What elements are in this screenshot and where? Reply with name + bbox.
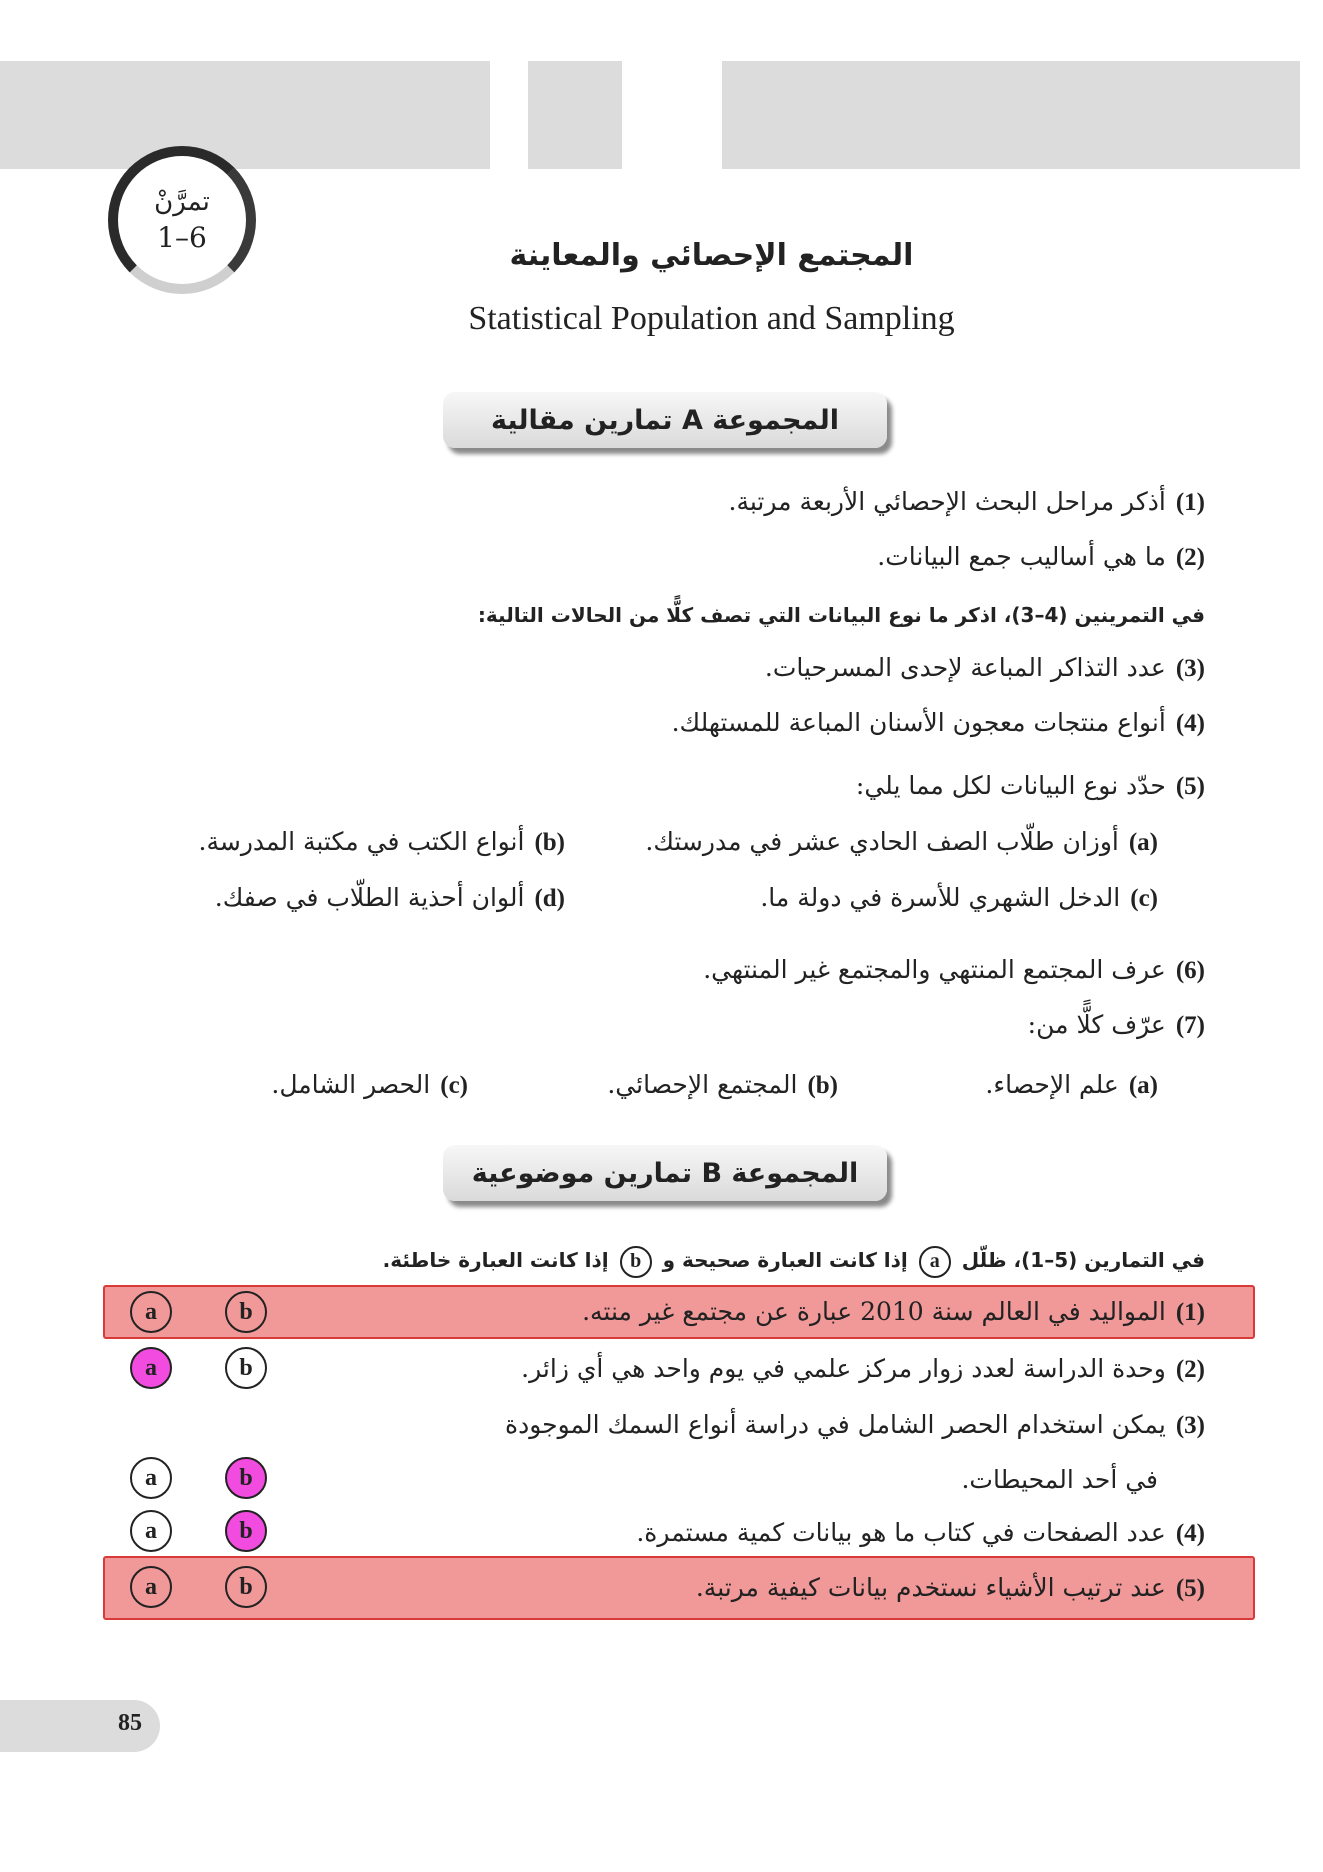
question-a5-part-b xyxy=(199,822,565,863)
question-a4 xyxy=(672,703,1205,744)
badge-number: 1–6 xyxy=(157,221,207,254)
question-a5-part-c xyxy=(760,878,1158,919)
question-number: (c) xyxy=(440,1072,468,1099)
question-number: (b) xyxy=(807,1072,838,1099)
question-text: أذكر مراحل البحث الإحصائي الأربعة مرتبة. xyxy=(728,487,1166,516)
question-a5-part-d xyxy=(215,878,565,919)
question-text: حدّد نوع البيانات لكل مما يلي: xyxy=(855,771,1166,800)
question-text: أوزان طلّاب الصف الحادي عشر في مدرستك. xyxy=(645,827,1119,856)
option-a-circle[interactable]: a xyxy=(130,1291,172,1333)
option-a-circle[interactable]: a xyxy=(130,1347,172,1389)
true-circle-icon: a xyxy=(919,1246,951,1278)
question-a5 xyxy=(856,766,1205,807)
question-text: وحدة الدراسة لعدد زوار مركز علمي في يوم واحد هي أي زائر. xyxy=(521,1354,1166,1383)
question-number: (a) xyxy=(1128,1072,1158,1099)
question-text: عند ترتيب الأشياء نستخدم بيانات كيفية مرتبة. xyxy=(695,1573,1166,1602)
question-number: (1) xyxy=(1175,489,1205,516)
question-text: عدد الصفحات في كتاب ما هو بيانات كمية مستمرة. xyxy=(636,1518,1166,1547)
question-number: (5) xyxy=(1175,1575,1205,1602)
question-number: (6) xyxy=(1175,957,1205,984)
group-a-heading: المجموعة A تمارين مقالية xyxy=(443,392,887,448)
header-bar-right xyxy=(722,61,1300,169)
option-b-circle[interactable]: b xyxy=(225,1510,267,1552)
option-a-circle[interactable]: a xyxy=(130,1566,172,1608)
group-b-instruction xyxy=(383,1243,1205,1278)
question-text: الدخل الشهري للأسرة في دولة ما. xyxy=(760,883,1121,912)
option-b-circle[interactable]: b xyxy=(225,1347,267,1389)
question-text: عدد التذاكر المباعة لإحدى المسرحيات. xyxy=(764,653,1166,682)
question-a2 xyxy=(877,537,1205,578)
option-a-circle[interactable]: a xyxy=(130,1457,172,1499)
question-text: المواليد في العالم سنة 2010 عبارة عن مجتمع غير منته. xyxy=(582,1297,1166,1326)
question-a7-part-c xyxy=(271,1065,468,1106)
instruction-part: إذا كانت العبارة صحيحة و xyxy=(662,1248,908,1272)
question-b3 xyxy=(505,1405,1205,1446)
badge-word: تمرَّنْ xyxy=(154,187,210,217)
question-text: أنواع منتجات معجون الأسنان المباعة للمستهلك. xyxy=(671,708,1166,737)
question-text: عرف المجتمع المنتهي والمجتمع غير المنتهي. xyxy=(703,955,1166,984)
question-number: (c) xyxy=(1130,885,1158,912)
question-number: (4) xyxy=(1175,1520,1205,1547)
page-title-arabic: المجتمع الإحصائي والمعاينة xyxy=(509,238,914,273)
question-text: عرّف كلًّا من: xyxy=(1027,1010,1166,1039)
question-a3 xyxy=(765,648,1205,689)
question-a7-part-b xyxy=(607,1065,838,1106)
instruction-part: في التمارين (5–1)، ظلّل xyxy=(961,1248,1205,1272)
question-a5-part-a xyxy=(645,822,1158,863)
page-title-english: Statistical Population and Sampling xyxy=(468,300,955,337)
false-circle-icon: b xyxy=(620,1246,652,1278)
question-text: يمكن استخدام الحصر الشامل في دراسة أنواع السمك الموجودة xyxy=(505,1410,1166,1439)
question-a7-part-a xyxy=(985,1065,1158,1106)
instruction-part: إذا كانت العبارة خاطئة. xyxy=(382,1248,609,1272)
option-b-circle[interactable]: b xyxy=(225,1566,267,1608)
group-b-heading: المجموعة B تمارين موضوعية xyxy=(443,1145,887,1201)
question-number: (2) xyxy=(1175,544,1205,571)
question-number: (b) xyxy=(534,829,565,856)
question-text: المجتمع الإحصائي. xyxy=(607,1070,798,1099)
question-b3-continued: في أحد المحيطات. xyxy=(961,1465,1158,1494)
question-number: (7) xyxy=(1175,1012,1205,1039)
question-number: (a) xyxy=(1128,829,1158,856)
header-bar-left xyxy=(0,61,490,169)
question-text: علم الإحصاء. xyxy=(985,1070,1119,1099)
group-a-instruction: في التمرينين (4–3)، اذكر ما نوع البيانات التي تصف كلًّا من الحالات التالية: xyxy=(477,603,1205,627)
question-text: الحصر الشامل. xyxy=(271,1070,431,1099)
question-number: (3) xyxy=(1175,1412,1205,1439)
question-number: (d) xyxy=(534,885,565,912)
question-a6 xyxy=(703,950,1205,991)
question-a7 xyxy=(1028,1005,1205,1046)
question-b1 xyxy=(582,1292,1205,1333)
option-b-circle[interactable]: b xyxy=(225,1457,267,1499)
question-number: (2) xyxy=(1175,1356,1205,1383)
question-text: ألوان أحذية الطلّاب في صفك. xyxy=(214,883,525,912)
question-b5 xyxy=(696,1568,1205,1609)
question-b4 xyxy=(636,1513,1205,1554)
option-a-circle[interactable]: a xyxy=(130,1510,172,1552)
header-bar-middle xyxy=(528,61,622,169)
question-b2 xyxy=(521,1349,1205,1390)
question-number: (1) xyxy=(1175,1299,1205,1326)
question-text: ما هي أساليب جمع البيانات. xyxy=(877,542,1166,571)
question-a1 xyxy=(729,482,1205,523)
question-number: (3) xyxy=(1175,655,1205,682)
question-text: أنواع الكتب في مكتبة المدرسة. xyxy=(198,827,525,856)
option-b-circle[interactable]: b xyxy=(225,1291,267,1333)
question-number: (4) xyxy=(1175,710,1205,737)
question-number: (5) xyxy=(1175,773,1205,800)
page-number: 85 xyxy=(118,1710,142,1736)
